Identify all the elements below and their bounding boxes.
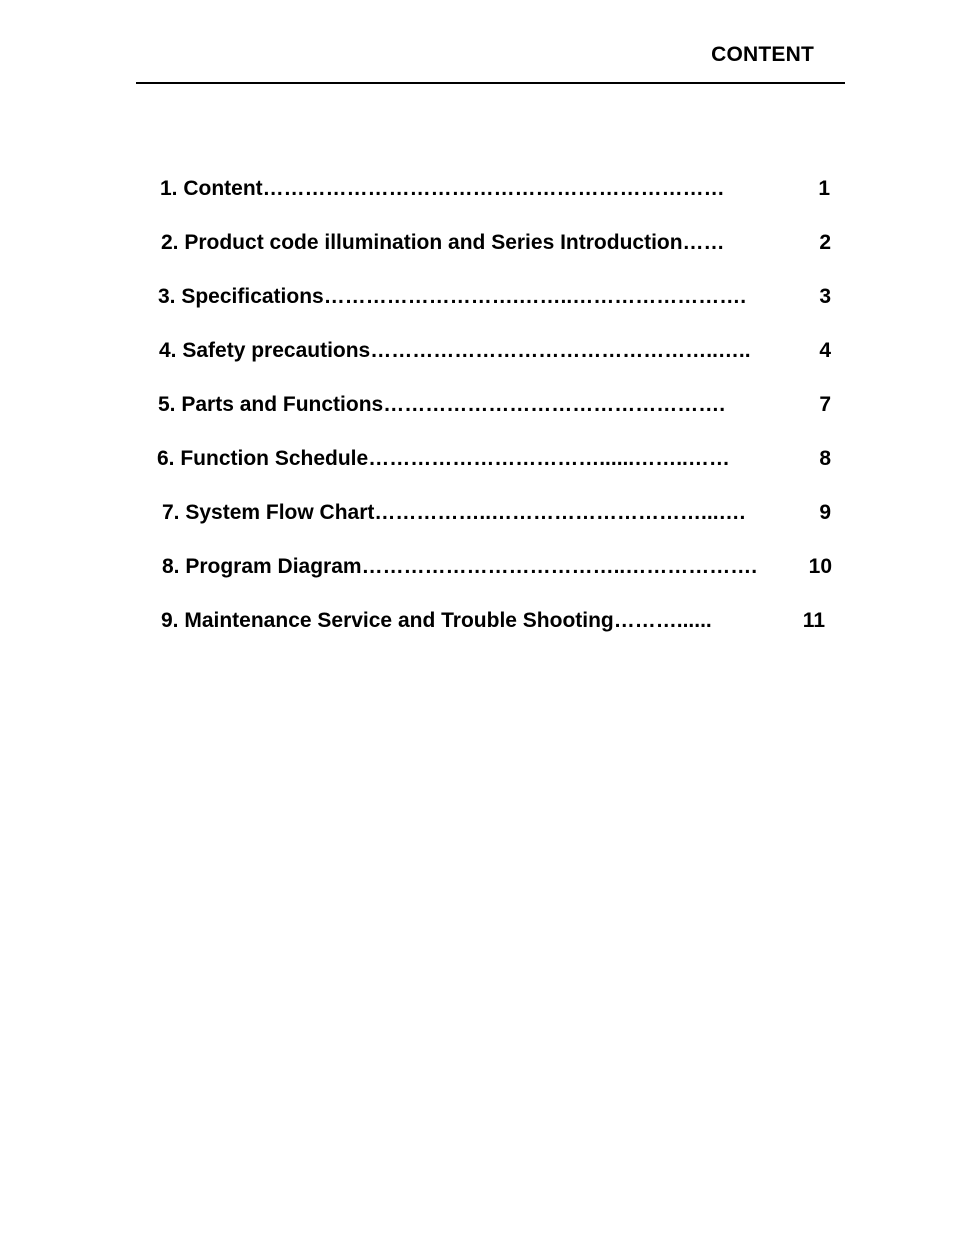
toc-entry-label: 5. Parts and Functions………………………………………….: [158, 393, 726, 416]
toc-page-number: 8: [819, 447, 831, 470]
toc-entry-label: 6. Function Schedule……………………………......……..……: [157, 447, 730, 470]
toc-page-number: 3: [819, 285, 831, 308]
toc-row: [162, 498, 835, 528]
toc-page-number: 7: [819, 393, 831, 416]
toc-page-number: 11: [802, 609, 825, 632]
toc-page-number: 4: [819, 339, 831, 362]
toc-entry-label: 7. System Flow Chart……………..…………………………...….: [162, 501, 746, 524]
page-title: CONTENT: [711, 43, 814, 66]
toc-page-number: 9: [819, 501, 831, 524]
toc-row: [158, 390, 835, 420]
toc-entry-label: 1. Content…………………………………………………………: [160, 177, 725, 200]
toc-row: [161, 228, 835, 258]
toc-entry-label: 8. Program Diagram………………………………..……………….: [162, 555, 758, 578]
toc-entry-label: 2. Product code illumination and Series Introduction……: [161, 231, 725, 254]
toc-page-number: 1: [818, 177, 830, 200]
toc-entry-label: 9. Maintenance Service and Trouble Shooting………......: [161, 609, 712, 632]
toc-row: [160, 174, 834, 204]
toc-row: [157, 444, 835, 474]
toc-row: [158, 282, 835, 312]
toc-row: [162, 552, 834, 582]
toc-row: [161, 606, 827, 636]
toc-page-number: 10: [808, 555, 832, 578]
toc-page-number: 2: [819, 231, 831, 254]
toc-row: [159, 336, 835, 366]
toc-entry-label: 4. Safety precautions…………………………………………..…..: [159, 339, 751, 362]
toc-entry-label: 3. Specifications……………………….……..…………………….: [158, 285, 747, 308]
